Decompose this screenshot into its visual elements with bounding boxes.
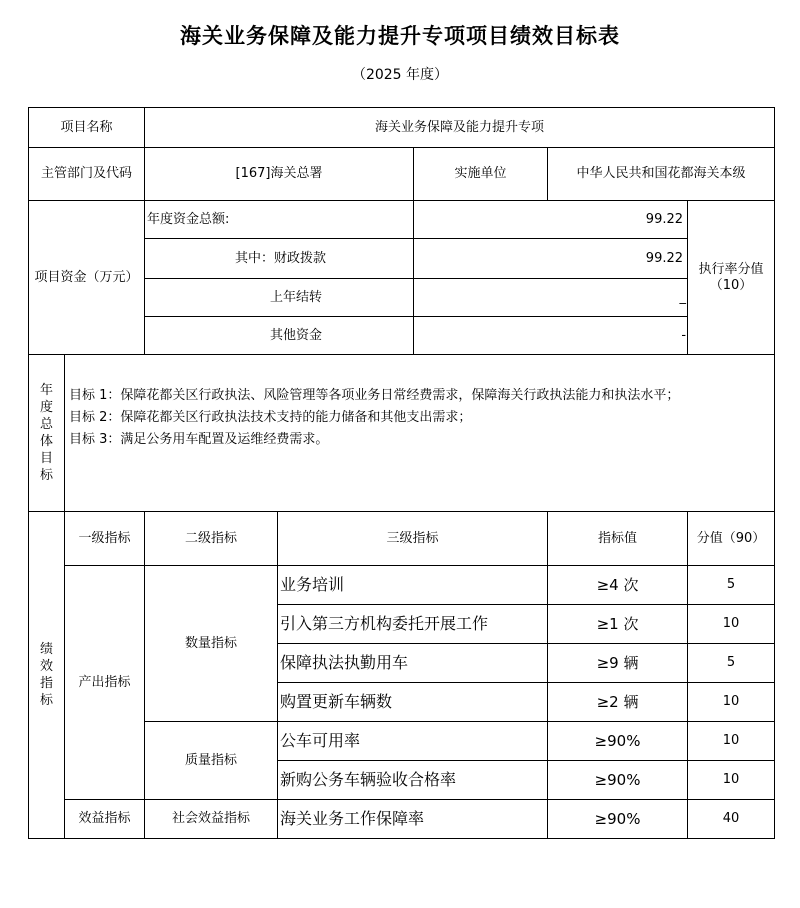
impl-label: 实施单位 [414, 148, 548, 201]
indicator-name: 引入第三方机构委托开展工作 [278, 605, 548, 644]
funds-total-value: 99.22 [414, 201, 688, 239]
goal-item: 目标 1：保障花都关区行政执法、风险管理等各项业务日常经费需求，保障海关行政执法能力和执法水平； [69, 388, 680, 403]
impl-value: 中华人民共和国花都海关本级 [548, 148, 775, 201]
funds-total-label: 年度资金总额: [145, 201, 414, 239]
level2-quality: 质量指标 [145, 722, 278, 800]
indicator-score: 10 [688, 761, 775, 800]
indicator-score: 5 [688, 644, 775, 683]
funds-other-value: - [414, 317, 688, 355]
header-level2: 二级指标 [145, 512, 278, 566]
goals-content [65, 355, 775, 512]
funds-carryover-value: _ [414, 279, 688, 317]
funds-other-label: 其他资金 [145, 317, 414, 355]
project-name-value: 海关业务保障及能力提升专项 [145, 108, 775, 148]
indicator-name: 海关业务工作保障率 [278, 800, 548, 839]
indicator-value: ≥4 次 [548, 566, 688, 605]
level1-output: 产出指标 [65, 566, 145, 800]
dept-label: 主管部门及代码 [29, 148, 145, 201]
indicators-label: 绩效指标 [29, 512, 65, 839]
indicator-name: 新购公务车辆验收合格率 [278, 761, 548, 800]
indicator-value: ≥90% [548, 722, 688, 761]
page-subtitle: （2025 年度） [351, 67, 449, 83]
funds-fiscal-label: 其中：财政拨款 [145, 239, 414, 279]
project-name-label: 项目名称 [29, 108, 145, 148]
indicator-score: 40 [688, 800, 775, 839]
level1-benefit: 效益指标 [65, 800, 145, 839]
indicator-value: ≥9 辆 [548, 644, 688, 683]
indicator-value: ≥2 辆 [548, 683, 688, 722]
header-value: 指标值 [548, 512, 688, 566]
dept-value: [167]海关总署 [145, 148, 414, 201]
page-title: 海关业务保障及能力提升专项项目绩效目标表 [180, 24, 620, 48]
goal-item: 目标 2：保障花都关区行政执法技术支持的能力储备和其他支出需求； [69, 410, 472, 425]
header-level3: 三级指标 [278, 512, 548, 566]
exec-rate-label: 执行率分值（10） [688, 201, 775, 355]
indicator-value: ≥1 次 [548, 605, 688, 644]
indicator-name: 保障执法执勤用车 [278, 644, 548, 683]
level2-social-benefit: 社会效益指标 [145, 800, 278, 839]
header-level1: 一级指标 [65, 512, 145, 566]
funds-fiscal-value: 99.22 [414, 239, 688, 279]
funds-label: 项目资金（万元） [29, 201, 145, 355]
header-score: 分值（90） [688, 512, 775, 566]
performance-table [28, 107, 775, 839]
indicator-score: 10 [688, 683, 775, 722]
level2-quantity: 数量指标 [145, 566, 278, 722]
funds-carryover-label: 上年结转 [145, 279, 414, 317]
goal-item: 目标 3：满足公务用车配置及运维经费需求。 [69, 432, 329, 447]
indicator-name: 业务培训 [278, 566, 548, 605]
indicator-score: 5 [688, 566, 775, 605]
indicator-score: 10 [688, 722, 775, 761]
indicator-name: 公车可用率 [278, 722, 548, 761]
indicator-value: ≥90% [548, 800, 688, 839]
indicator-score: 10 [688, 605, 775, 644]
indicator-value: ≥90% [548, 761, 688, 800]
indicator-name: 购置更新车辆数 [278, 683, 548, 722]
goals-label: 年度总体目标 [29, 355, 65, 512]
